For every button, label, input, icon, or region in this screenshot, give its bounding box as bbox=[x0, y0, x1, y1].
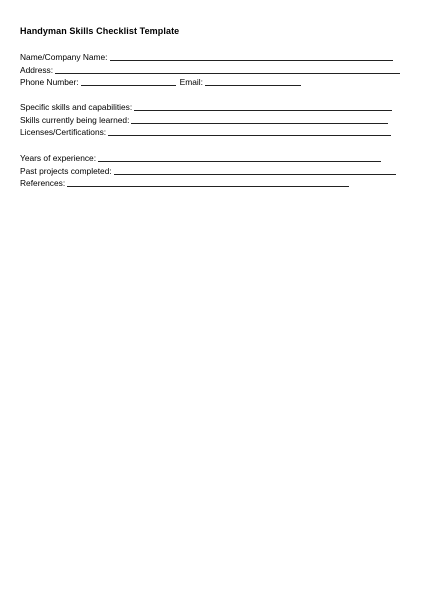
name-company-label: Name/Company Name: bbox=[20, 52, 108, 62]
address-field[interactable] bbox=[55, 65, 400, 74]
skills-learning-field[interactable] bbox=[131, 115, 388, 124]
past-projects-row bbox=[20, 166, 396, 176]
references-label: References: bbox=[20, 178, 66, 188]
specific-skills-row bbox=[20, 102, 392, 112]
name-company-row bbox=[20, 52, 393, 62]
years-field[interactable] bbox=[98, 153, 381, 162]
address-row bbox=[20, 65, 400, 75]
references-field[interactable] bbox=[67, 178, 349, 187]
email-label: Email: bbox=[179, 77, 203, 87]
address-label: Address: bbox=[20, 65, 54, 75]
phone-email-row bbox=[20, 77, 301, 87]
years-label: Years of experience: bbox=[20, 153, 97, 163]
licenses-row bbox=[20, 127, 391, 137]
years-row bbox=[20, 153, 381, 163]
name-company-field[interactable] bbox=[110, 52, 393, 61]
phone-field[interactable] bbox=[81, 77, 176, 86]
specific-skills-label: Specific skills and capabilities: bbox=[20, 102, 133, 112]
licenses-label: Licenses/Certifications: bbox=[20, 127, 107, 137]
specific-skills-field[interactable] bbox=[134, 102, 392, 111]
document-title: Handyman Skills Checklist Template bbox=[20, 26, 180, 36]
licenses-field[interactable] bbox=[108, 127, 391, 136]
email-field[interactable] bbox=[205, 77, 301, 86]
references-row bbox=[20, 178, 349, 188]
past-projects-field[interactable] bbox=[114, 166, 396, 175]
phone-label: Phone Number: bbox=[20, 77, 79, 87]
skills-learning-row bbox=[20, 115, 388, 125]
skills-learning-label: Skills currently being learned: bbox=[20, 115, 130, 125]
past-projects-label: Past projects completed: bbox=[20, 166, 112, 176]
